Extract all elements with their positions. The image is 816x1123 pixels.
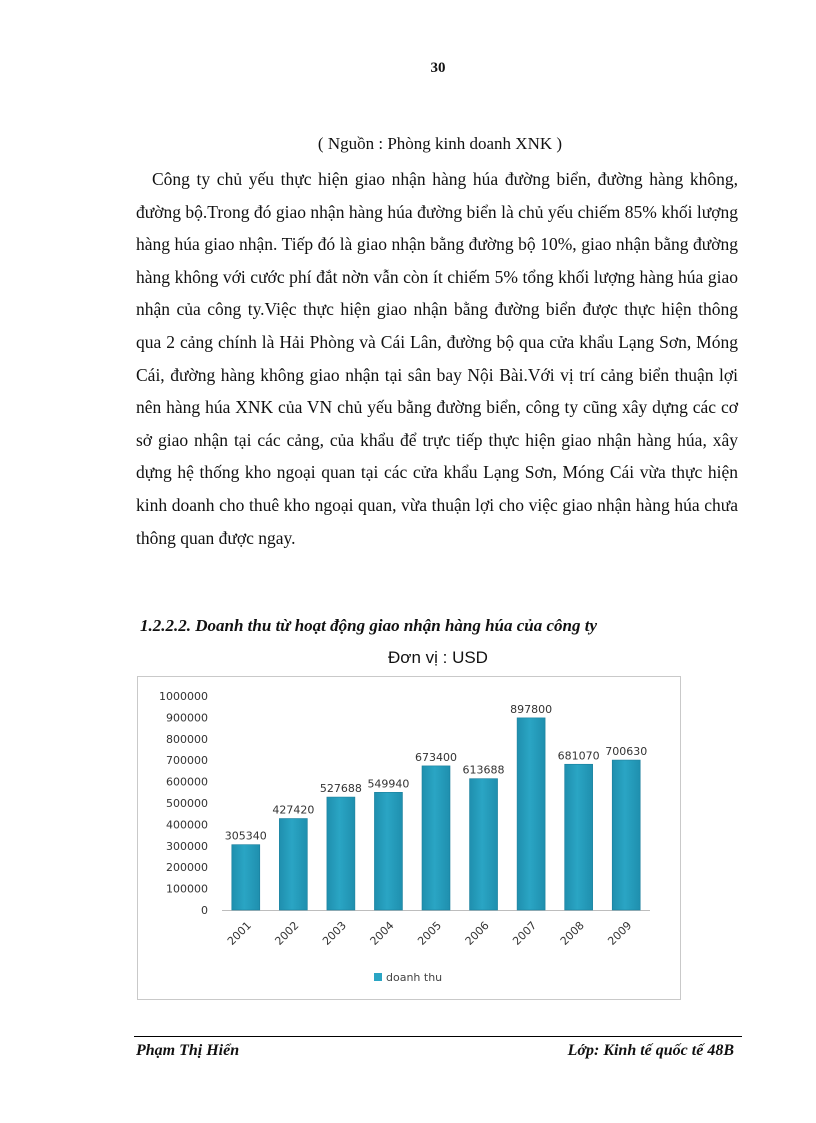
bar-2003 <box>327 797 355 910</box>
legend-label: doanh thu <box>386 971 443 984</box>
data-label-2007: 897800 <box>510 702 553 716</box>
legend-swatch <box>374 973 382 981</box>
data-label-2009: 700630 <box>605 745 648 759</box>
unit-label: Đơn vị : USD <box>388 648 488 667</box>
y-tick-label: 700000 <box>166 754 208 768</box>
footer-class: Lớp: Kinh tế quốc tế 48B <box>567 1042 734 1059</box>
y-tick-label: 200000 <box>166 861 208 875</box>
y-tick-label: 600000 <box>166 775 208 789</box>
bar-2005 <box>422 766 450 910</box>
x-tick-label-2005: 2005 <box>415 918 445 948</box>
y-tick-label: 0 <box>201 904 208 917</box>
x-tick-label-2004: 2004 <box>367 918 397 948</box>
data-label-2004: 549940 <box>367 777 410 791</box>
y-tick-label: 400000 <box>166 818 208 832</box>
footer-rule <box>134 1036 742 1037</box>
y-tick-label: 500000 <box>166 797 208 810</box>
bar-2008 <box>565 764 593 910</box>
y-tick-label: 800000 <box>166 732 208 746</box>
data-label-2005: 673400 <box>415 750 457 764</box>
x-tick-label-2006: 2006 <box>462 918 492 948</box>
section-heading: 1.2.2.2. Doanh thu từ hoạt động giao nhận hàng húa của công ty <box>140 616 598 635</box>
bar-2004 <box>374 792 402 910</box>
source-note: ( Nguồn : Phòng kinh doanh XNK ) <box>317 134 563 153</box>
x-tick-label-2008: 2008 <box>557 918 587 948</box>
y-tick-label: 300000 <box>166 839 208 853</box>
revenue-chart <box>137 676 681 1000</box>
data-label-2001: 305340 <box>224 829 267 843</box>
x-tick-label-2009: 2009 <box>605 918 635 948</box>
x-tick-label-2002: 2002 <box>272 918 302 948</box>
bar-2007 <box>517 718 545 910</box>
data-label-2003: 527688 <box>319 782 362 796</box>
x-tick-label-2003: 2003 <box>320 918 350 948</box>
page-number: 30 <box>430 60 446 76</box>
y-tick-label: 100000 <box>166 882 208 896</box>
bar-2006 <box>470 779 498 910</box>
bar-2002 <box>279 819 307 910</box>
footer-author: Phạm Thị Hiển <box>136 1042 240 1059</box>
data-label-2002: 427420 <box>272 803 315 817</box>
y-tick-label: 900000 <box>166 711 208 725</box>
data-label-2006: 613688 <box>462 763 505 777</box>
body-paragraph: Công ty chủ yếu thực hiện giao nhận hàng húa đường biển, đường hàng không, đường bộ.Trong đó giao nhận hàng húa đường biển là chủ yếu chiếm 85% khối lượng hàng húa giao nhận. Tiếp đó là giao nhận bằng đường bộ 10%, giao nhận bằng đường hàng không với cước phí đắt nờn vẫn còn ít chiếm 5% tổng khối lượng hàng húa giao nhận của công ty.Việc thực hiện giao nhận bằng đường biển được thực hiện thông qua 2 cảng chính là Hải Phòng và Cái Lân, đường bộ qua cửa khẩu Lạng Sơn, Móng Cái, đường hàng không giao nhận tại sân bay Nội Bài.Với vị trí cảng biển thuận lợi nên hàng húa XNK của VN chủ yếu bằng đường biển, công ty cũng xây dựng các cơ sở giao nhận tại các cảng, của khẩu để trực tiếp thực hiện giao nhận hàng húa, xây dựng hệ thống kho ngoại quan tại các cửa khẩu Lạng Sơn, Móng Cái vừa thực hiện kinh doanh cho thuê kho ngoại quan, vừa thuận lợi cho việc giao nhận hàng húa chưa thông quan được ngay. <box>136 169 738 548</box>
x-tick-label-2001: 2001 <box>224 918 254 948</box>
bar-2009 <box>612 760 640 910</box>
bar-2001 <box>232 845 260 910</box>
x-tick-label-2007: 2007 <box>510 918 540 948</box>
y-tick-label: 1000000 <box>159 690 208 703</box>
chart-svg <box>138 677 680 999</box>
data-label-2008: 681070 <box>557 749 600 763</box>
